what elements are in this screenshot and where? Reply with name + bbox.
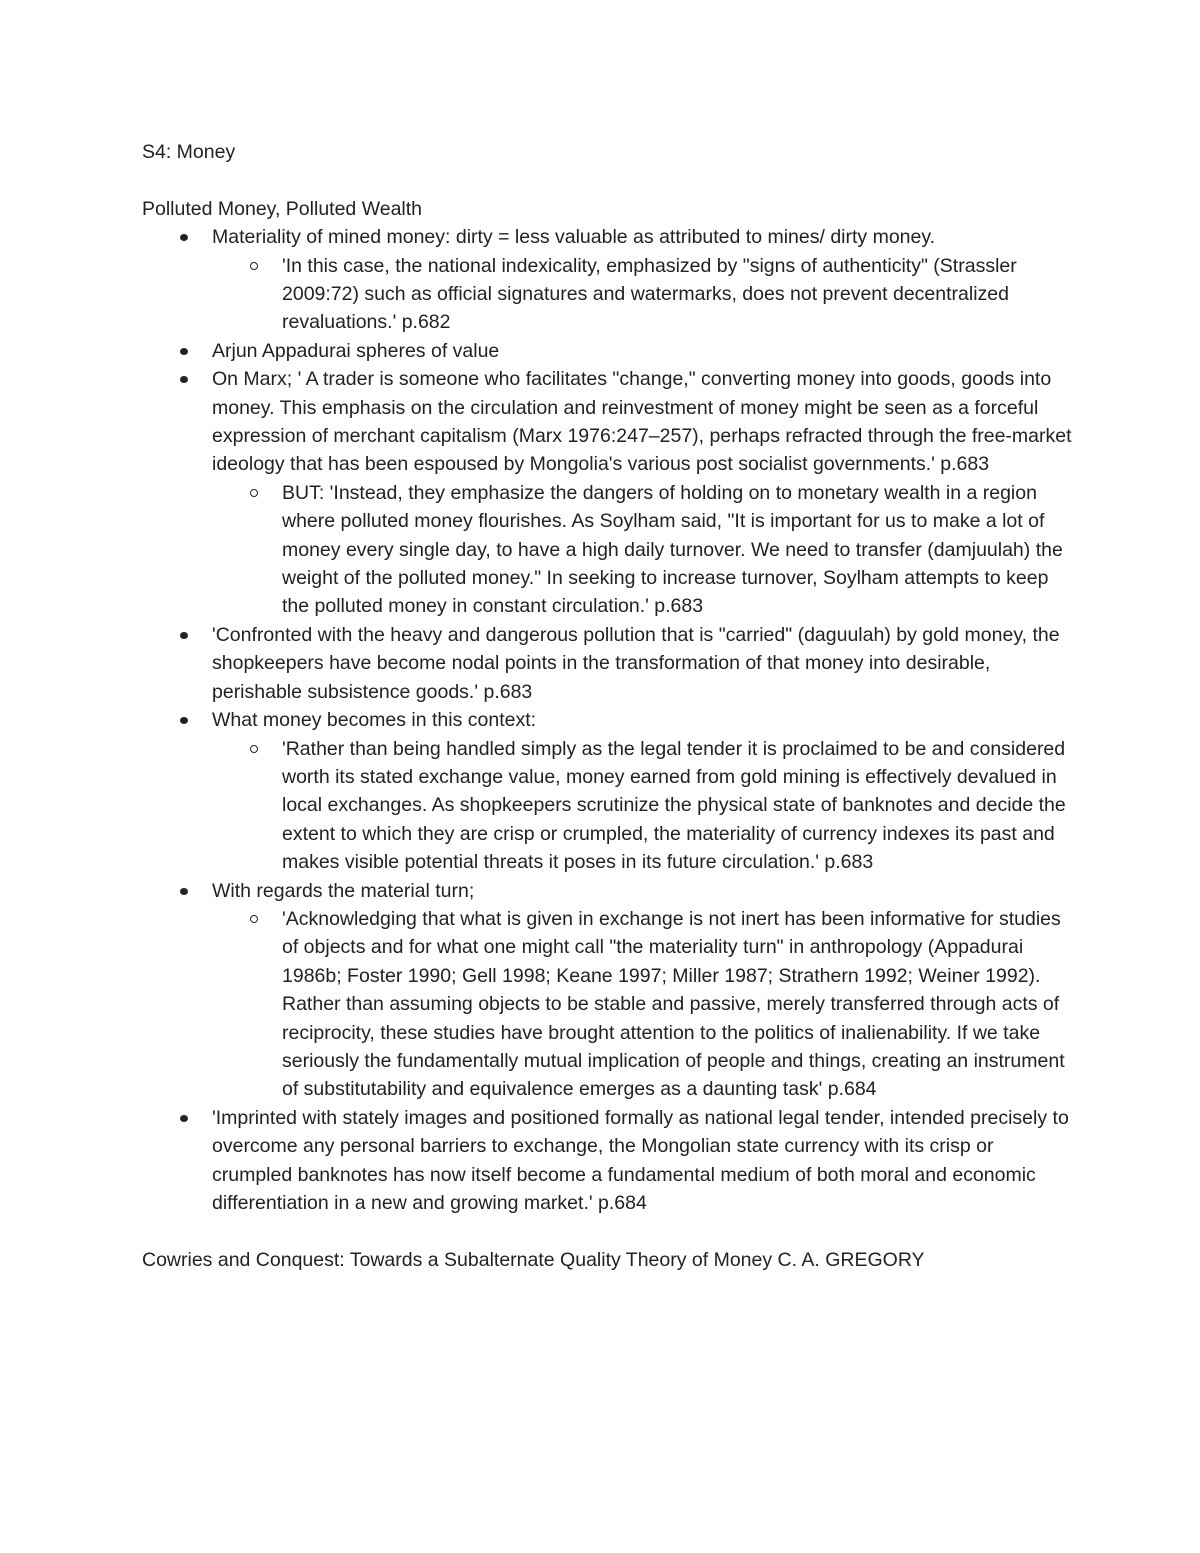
sub-bullet-list [212, 735, 1072, 877]
hollow-bullet-icon [250, 262, 258, 270]
list-item [142, 223, 1072, 337]
list-item-text: 'Confronted with the heavy and dangerous pollution that is "carried" (daguulah) by gold money, the shopkeepers have become nodal points in the transformation of that money into desirable, perishable subsistence goods.' p.683 [212, 623, 1060, 703]
blank-line [142, 166, 1072, 194]
list-item-text: Arjun Appadurai spheres of value [212, 339, 500, 362]
sub-list-item [212, 905, 1072, 1104]
filled-bullet-icon [180, 348, 188, 355]
list-item [142, 877, 1072, 1104]
list-item-text: What money becomes in this context: [212, 709, 537, 732]
sub-bullet-list [212, 252, 1072, 337]
list-item-text: On Marx; ' A trader is someone who facilitates "change," converting money into goods, goods into money. This emphasis on the circulation and reinvestment of money might be seen as a forceful expression of merchant capitalism (Marx 1976:247–257), perhaps refracted through the free-market ideology that has been espoused by Mongolia's various post socialist governments.' p.683 [212, 368, 1072, 476]
section-heading: Cowries and Conquest: Towards a Subalternate Quality Theory of Money C. A. GREGORY [142, 1248, 925, 1271]
list-item [142, 337, 1072, 365]
filled-bullet-icon [180, 376, 188, 383]
document-title: S4: Money [142, 141, 236, 163]
sub-bullet-list [212, 479, 1072, 621]
sub-list-item-text: 'Acknowledging that what is given in exchange is not inert has been informative for studies of objects and for what one might call "the materiality turn" in anthropology (Appadurai 1986b; Foster 1990; Gell 1998; Keane 1997; Miller 1987; Strathern 1992; Weiner 1992). Rather than assuming objects to be stable and passive, merely transferred through acts of reciprocity, these studies have brought attention to the politics of inalienability. If we take seriously the fundamentally mutual implication of people and things, creating an instrument of substitutability and equivalence emerges as a daunting task' p.684 [282, 907, 1065, 1101]
sub-list-item [212, 479, 1072, 621]
list-item [142, 621, 1072, 706]
sub-list-item-text: 'In this case, the national indexicality, emphasized by "signs of authenticity" (Strassler 2009:72) such as official signatures and watermarks, does not prevent decentralized revaluations.' p.682 [282, 254, 1017, 334]
list-item-text: With regards the material turn; [212, 879, 475, 902]
hollow-bullet-icon [250, 915, 258, 923]
sub-list-item-text: BUT: 'Instead, they emphasize the dangers of holding on to monetary wealth in a region where polluted money flourishes. As Soylham said, "It is important for us to make a lot of money every single day, to have a high daily turnover. We need to transfer (damjuulah) the weight of the polluted money." In seeking to increase turnover, Soylham attempts to keep the polluted money in constant circulation.' p.683 [282, 481, 1063, 618]
filled-bullet-icon [180, 632, 188, 639]
list-item-text: Materiality of mined money: dirty = less valuable as attributed to mines/ dirty money. [212, 226, 936, 249]
sub-list-item-text: 'Rather than being handled simply as the legal tender it is proclaimed to be and considered worth its stated exchange value, money earned from gold mining is effectively devalued in local exchanges. As shopkeepers scrutinize the physical state of banknotes and decide the extent to which they are crisp or crumpled, the materiality of currency indexes its past and makes visible potential threats it poses in its future circulation.' p.683 [282, 737, 1066, 874]
hollow-bullet-icon [250, 745, 258, 753]
filled-bullet-icon [180, 1115, 188, 1122]
document-page [142, 138, 1072, 1274]
hollow-bullet-icon [250, 489, 258, 497]
bullet-list [142, 223, 1072, 1217]
list-item [142, 706, 1072, 876]
filled-bullet-icon [180, 888, 188, 895]
blank-line [142, 1217, 1072, 1245]
list-item [142, 365, 1072, 621]
list-item-text: 'Imprinted with stately images and positioned formally as national legal tender, intended precisely to overcome any personal barriers to exchange, the Mongolian state currency with its crisp or crumpled banknotes has now itself become a fundamental medium of both moral and economic differentiation in a new and growing market.' p.684 [212, 1106, 1069, 1215]
sub-bullet-list [212, 905, 1072, 1104]
sub-list-item [212, 252, 1072, 337]
section-heading: Polluted Money, Polluted Wealth [142, 197, 423, 220]
list-item [142, 1104, 1072, 1218]
filled-bullet-icon [180, 234, 188, 241]
filled-bullet-icon [180, 717, 188, 724]
sub-list-item [212, 735, 1072, 877]
